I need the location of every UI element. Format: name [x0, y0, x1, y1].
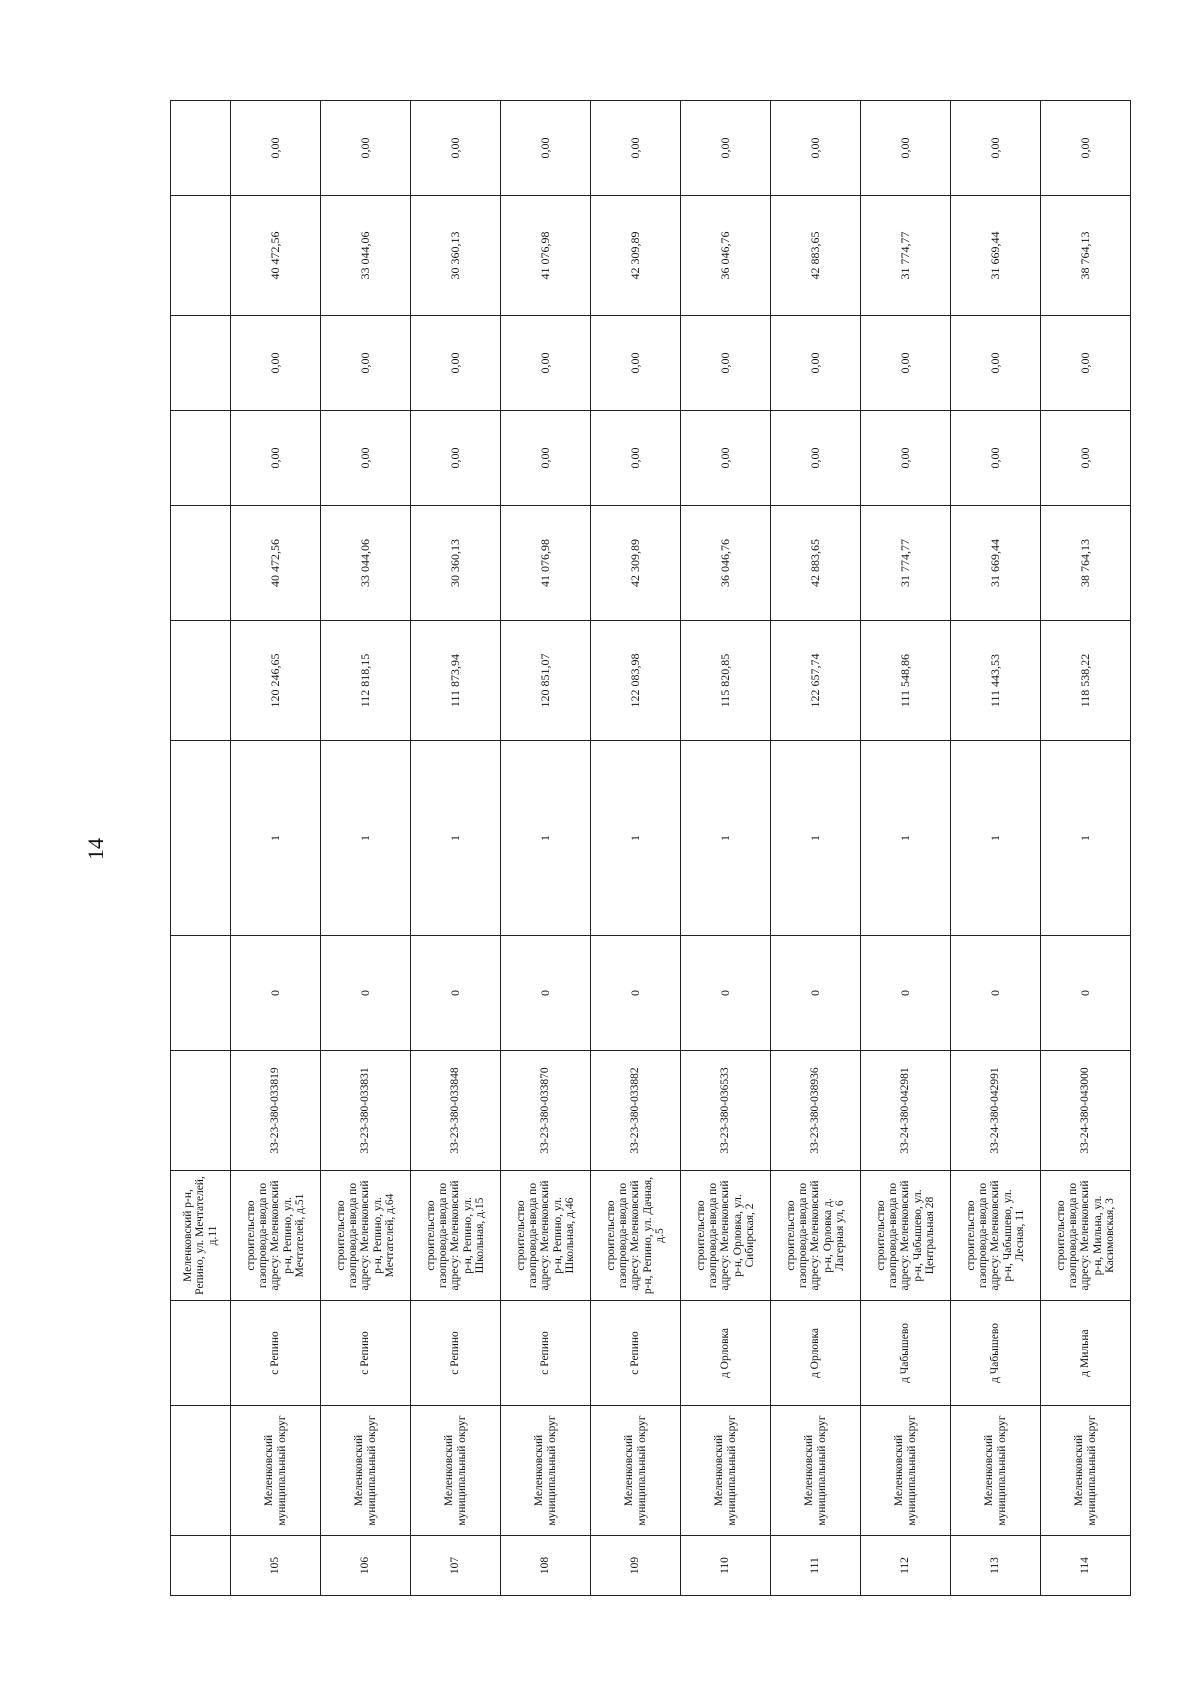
- amount-cell-4: 40 472,56: [231, 196, 321, 316]
- row-number-cell: 113: [951, 1536, 1041, 1596]
- amount-cell-1: 31 669,44: [951, 506, 1041, 621]
- work-address-cell: строительство газопровода-ввода по адресу: Меленковский р-н, Репино, ул. Мечтателей, д.51: [231, 1171, 321, 1301]
- table-row: [321, 101, 411, 1596]
- settlement-cell: с Репино: [501, 1301, 591, 1406]
- page-number: 14: [83, 838, 108, 860]
- okrug-cell: Меленковский муниципальный округ: [681, 1406, 771, 1536]
- amount-cell-1: 41 076,98: [501, 506, 591, 621]
- zero-cell: 0: [231, 936, 321, 1051]
- work-address-cell: строительство газопровода-ввода по адресу: Меленковский р-н, Мильна, ул. Касимовская, 3: [1041, 1171, 1131, 1301]
- amount-cell-4: 42 883,65: [771, 196, 861, 316]
- zero-cell: 0: [321, 936, 411, 1051]
- amount-cell-4: 31 669,44: [951, 196, 1041, 316]
- row-number-cell: 111: [771, 1536, 861, 1596]
- settlement-cell: с Репино: [411, 1301, 501, 1406]
- zero-cell: 0: [861, 936, 951, 1051]
- zero-cell: 0: [951, 936, 1041, 1051]
- count-cell: 1: [321, 741, 411, 936]
- count-cell: 1: [681, 741, 771, 936]
- row-number-cell: 106: [321, 1536, 411, 1596]
- amount-cell-1: 31 774,77: [861, 506, 951, 621]
- amount-cell-1: 33 044,06: [321, 506, 411, 621]
- amount-cell-4: 41 076,98: [501, 196, 591, 316]
- amount-cell-4: 33 044,06: [321, 196, 411, 316]
- total-cost-cell: 122 657,74: [771, 621, 861, 741]
- amount-cell-2: 0,00: [411, 411, 501, 506]
- row-number-cell: 110: [681, 1536, 771, 1596]
- amount-cell-5: 0,00: [321, 101, 411, 196]
- count-cell: 1: [501, 741, 591, 936]
- zero-cell: 0: [411, 936, 501, 1051]
- work-address-cell: строительство газопровода-ввода по адресу: Меленковский р-н, Чабышево, ул. Центральная 28: [861, 1171, 951, 1301]
- amount-cell-2: 0,00: [321, 411, 411, 506]
- cadastral-code-cell: 33-24-380-042981: [861, 1051, 951, 1171]
- settlement-cell: с Репино: [321, 1301, 411, 1406]
- count-cell: 1: [411, 741, 501, 936]
- amount-cell-4: 42 309,89: [591, 196, 681, 316]
- okrug-cell: Меленковский муниципальный округ: [231, 1406, 321, 1536]
- amount-cell-3: 0,00: [771, 316, 861, 411]
- amount-cell-1: 42 309,89: [591, 506, 681, 621]
- zero-cell: 0: [501, 936, 591, 1051]
- amount-cell-5: 0,00: [951, 101, 1041, 196]
- amount-cell-3: 0,00: [321, 316, 411, 411]
- okrug-cell: Меленковский муниципальный округ: [861, 1406, 951, 1536]
- cadastral-code-cell: 33-24-380-042991: [951, 1051, 1041, 1171]
- count-cell: 1: [1041, 741, 1131, 936]
- okrug-cell: Меленковский муниципальный округ: [951, 1406, 1041, 1536]
- table-row: [681, 101, 771, 1596]
- settlement-cell: д Орловка: [771, 1301, 861, 1406]
- settlement-cell: д Чабышево: [861, 1301, 951, 1406]
- zero-cell: 0: [771, 936, 861, 1051]
- amount-cell-2: 0,00: [501, 411, 591, 506]
- table-row: [861, 101, 951, 1596]
- count-cell: 1: [951, 741, 1041, 936]
- amount-cell-5: 0,00: [501, 101, 591, 196]
- amount-cell-1: 30 360,13: [411, 506, 501, 621]
- amount-cell-3: 0,00: [951, 316, 1041, 411]
- zero-cell: 0: [1041, 936, 1131, 1051]
- table-row: [501, 101, 591, 1596]
- total-cost-cell: 115 820,85: [681, 621, 771, 741]
- okrug-cell: Меленковский муниципальный округ: [771, 1406, 861, 1536]
- total-cost-cell: 112 818,15: [321, 621, 411, 741]
- data-table: [170, 100, 1131, 1596]
- settlement-cell: с Репино: [591, 1301, 681, 1406]
- amount-cell-2: 0,00: [861, 411, 951, 506]
- amount-cell-2: 0,00: [771, 411, 861, 506]
- amount-cell-4: 30 360,13: [411, 196, 501, 316]
- amount-cell-3: 0,00: [1041, 316, 1131, 411]
- amount-cell-4: 36 046,76: [681, 196, 771, 316]
- work-address-cell: строительство газопровода-ввода по адресу: Меленковский р-н, Репино, ул. Мечтателей, д.64: [321, 1171, 411, 1301]
- cadastral-code-cell: 33-23-380-033870: [501, 1051, 591, 1171]
- okrug-cell: Меленковский муниципальный округ: [411, 1406, 501, 1536]
- total-cost-cell: 120 851,07: [501, 621, 591, 741]
- total-cost-cell: 120 246,65: [231, 621, 321, 741]
- amount-cell-3: 0,00: [591, 316, 681, 411]
- total-cost-cell: 111 548,86: [861, 621, 951, 741]
- table-row: [771, 101, 861, 1596]
- settlement-cell: д Мильна: [1041, 1301, 1131, 1406]
- amount-cell-4: 31 774,77: [861, 196, 951, 316]
- table-row: [591, 101, 681, 1596]
- zero-cell: 0: [591, 936, 681, 1051]
- work-address-cell: строительство газопровода-ввода по адресу: Меленковский р-н, Орловка, ул. Сибирская, 2: [681, 1171, 771, 1301]
- settlement-cell: д Чабышево: [951, 1301, 1041, 1406]
- amount-cell-2: 0,00: [231, 411, 321, 506]
- count-cell: 1: [861, 741, 951, 936]
- settlement-cell: д Орловка: [681, 1301, 771, 1406]
- total-cost-cell: 111 873,94: [411, 621, 501, 741]
- table-row: [951, 101, 1041, 1596]
- amount-cell-5: 0,00: [591, 101, 681, 196]
- table-body: [171, 101, 1131, 1596]
- amount-cell-5: 0,00: [1041, 101, 1131, 196]
- cadastral-code-cell: 33-23-380-033819: [231, 1051, 321, 1171]
- amount-cell-2: 0,00: [681, 411, 771, 506]
- total-cost-cell: 111 443,53: [951, 621, 1041, 741]
- amount-cell-2: 0,00: [1041, 411, 1131, 506]
- total-cost-cell: 118 538,22: [1041, 621, 1131, 741]
- count-cell: 1: [771, 741, 861, 936]
- cadastral-code-cell: 33-23-380-033831: [321, 1051, 411, 1171]
- rotated-table-container: [170, 101, 1130, 1596]
- work-address-cell: строительство газопровода-ввода по адресу: Меленковский р-н, Репино, ул. Школьная, д.46: [501, 1171, 591, 1301]
- amount-cell-2: 0,00: [591, 411, 681, 506]
- amount-cell-1: 40 472,56: [231, 506, 321, 621]
- amount-cell-1: 38 764,13: [1041, 506, 1131, 621]
- table-row: [231, 101, 321, 1596]
- amount-cell-1: 36 046,76: [681, 506, 771, 621]
- count-cell: 1: [591, 741, 681, 936]
- amount-cell-3: 0,00: [861, 316, 951, 411]
- row-number-cell: 109: [591, 1536, 681, 1596]
- amount-cell-2: 0,00: [951, 411, 1041, 506]
- cadastral-code-cell: 33-23-380-033848: [411, 1051, 501, 1171]
- row-number-cell: 114: [1041, 1536, 1131, 1596]
- amount-cell-5: 0,00: [861, 101, 951, 196]
- amount-cell-4: 38 764,13: [1041, 196, 1131, 316]
- amount-cell-3: 0,00: [231, 316, 321, 411]
- amount-cell-3: 0,00: [411, 316, 501, 411]
- okrug-cell: Меленковский муниципальный округ: [591, 1406, 681, 1536]
- work-address-cell: строительство газопровода-ввода по адресу: Меленковский р-н, Орловка д. Лагерная ул, 6: [771, 1171, 861, 1301]
- carry-over-row: [171, 101, 231, 1596]
- work-address-cell: строительство газопровода-ввода по адресу: Меленковский р-н, Репино, ул. Дачная, д.5: [591, 1171, 681, 1301]
- okrug-cell: Меленковский муниципальный округ: [1041, 1406, 1131, 1536]
- carry-over-address: Меленковский р-н, Репино, ул. Мечтателей, д.11: [171, 1171, 231, 1301]
- cadastral-code-cell: 33-23-380-033882: [591, 1051, 681, 1171]
- amount-cell-5: 0,00: [681, 101, 771, 196]
- amount-cell-5: 0,00: [771, 101, 861, 196]
- work-address-cell: строительство газопровода-ввода по адресу: Меленковский р-н, Репино, ул. Школьная, д.15: [411, 1171, 501, 1301]
- cadastral-code-cell: 33-23-380-038936: [771, 1051, 861, 1171]
- okrug-cell: Меленковский муниципальный округ: [501, 1406, 591, 1536]
- cadastral-code-cell: 33-23-380-036533: [681, 1051, 771, 1171]
- row-number-cell: 105: [231, 1536, 321, 1596]
- row-number-cell: 112: [861, 1536, 951, 1596]
- table-row: [1041, 101, 1131, 1596]
- okrug-cell: Меленковский муниципальный округ: [321, 1406, 411, 1536]
- amount-cell-3: 0,00: [681, 316, 771, 411]
- amount-cell-3: 0,00: [501, 316, 591, 411]
- amount-cell-5: 0,00: [231, 101, 321, 196]
- amount-cell-5: 0,00: [411, 101, 501, 196]
- count-cell: 1: [231, 741, 321, 936]
- row-number-cell: 107: [411, 1536, 501, 1596]
- table-row: [411, 101, 501, 1596]
- total-cost-cell: 122 083,98: [591, 621, 681, 741]
- work-address-cell: строительство газопровода-ввода по адресу: Меленковский р-н, Чабышево, ул. Лесная, 11: [951, 1171, 1041, 1301]
- amount-cell-1: 42 883,65: [771, 506, 861, 621]
- row-number-cell: 108: [501, 1536, 591, 1596]
- cadastral-code-cell: 33-24-380-043000: [1041, 1051, 1131, 1171]
- settlement-cell: с Репино: [231, 1301, 321, 1406]
- zero-cell: 0: [681, 936, 771, 1051]
